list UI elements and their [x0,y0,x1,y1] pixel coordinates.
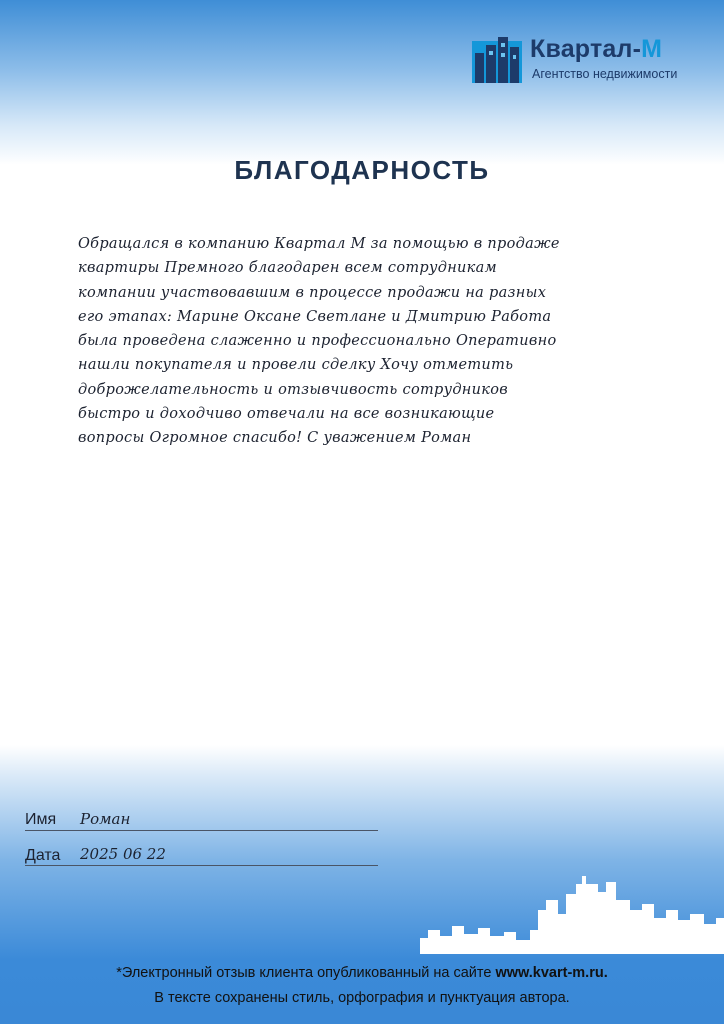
body-line: быстро и доходчиво отвечали на все возникающие [78,406,495,423]
brand-name [530,35,662,64]
name-value: Роман [80,810,131,828]
handwritten-body [78,232,648,451]
body-line: доброжелательность и отзывчивость сотрудников [78,381,509,398]
date-underline [25,865,378,866]
body-line: вопросы Огромное спасибо! С уважением Роман [78,430,472,447]
name-underline [25,830,378,831]
footer-source-note [0,965,724,981]
building-logo-icon [472,33,522,83]
date-value: 2025 06 22 [80,845,166,863]
brand-name-accent: М [641,35,663,63]
footer-site-link[interactable]: www.kvart-m.ru. [495,965,608,981]
body-line: нашли покупателя и провели сделку Хочу отметить [78,357,514,374]
footer-style-note: В тексте сохранены стиль, орфография и пунктуация автора. [154,990,570,1006]
brand-logo [472,33,702,85]
body-line: его этапах: Марине Оксане Светлане и Дмитрию Работа [78,308,552,325]
name-label: Имя [25,811,57,828]
city-skyline-icon [420,870,724,954]
document-title: БЛАГОДАРНОСТЬ [234,155,490,185]
body-line: Обращался в компанию Квартал М за помощью в продаже [78,236,560,252]
brand-tagline: Агентство недвижимости [532,67,678,81]
body-line: компании участвовавшим в процессе продажи на разных [78,284,547,301]
body-line: была проведена слаженно и профессионально Оперативно [78,333,557,350]
footer-source-text: *Электронный отзыв клиента опубликованный на сайте [116,965,496,981]
brand-name-main: Квартал- [530,35,642,63]
date-label: Дата [25,847,61,864]
body-line: квартиры Премного благодарен всем сотрудникам [78,260,497,277]
